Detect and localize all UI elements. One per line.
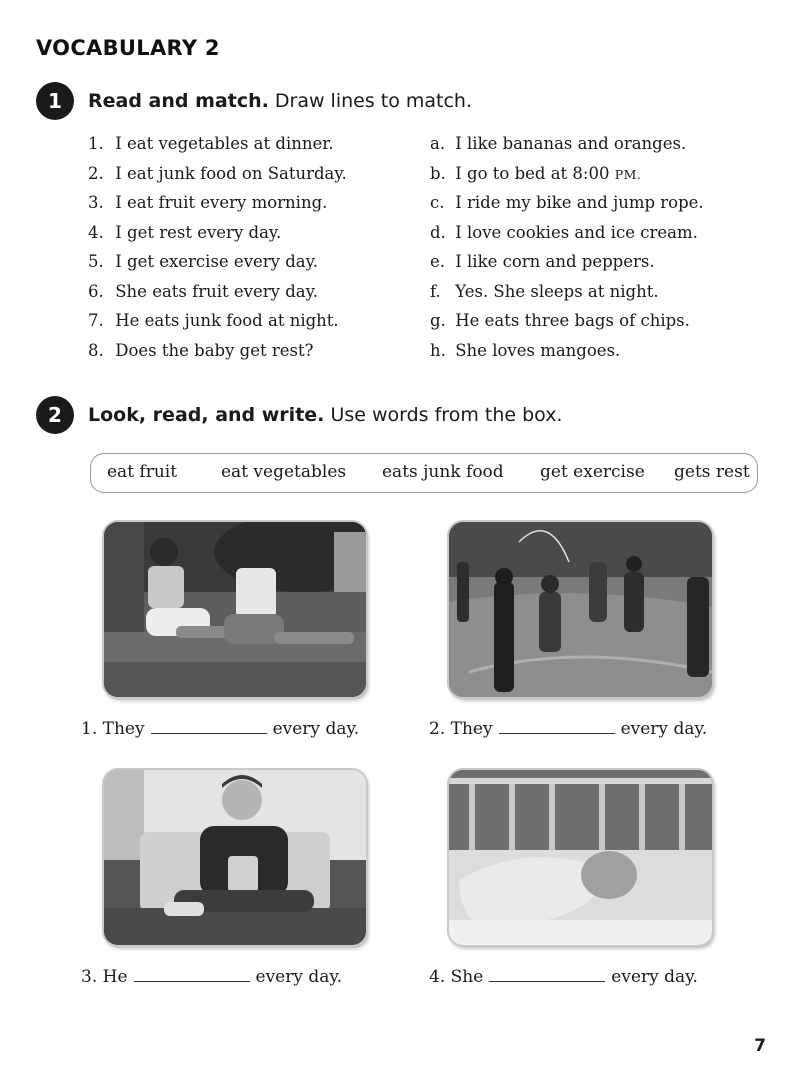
match-left-list <box>88 129 347 365</box>
item-number: 8. <box>88 340 104 360</box>
item-letter: e. <box>430 252 446 271</box>
item-letter: a. <box>430 134 446 153</box>
item-text: I get exercise every day. <box>115 252 319 271</box>
sentence-end: every day. <box>255 967 343 987</box>
match-left-item[interactable] <box>88 277 347 307</box>
exercise-1-instruction <box>88 90 472 112</box>
word-box-item: gets rest <box>674 462 750 482</box>
answer-blank[interactable] <box>134 967 250 982</box>
exercise-2-instruction-bold: Look, read, and write. <box>88 404 325 426</box>
item-text: I ride my bike and jump rope. <box>455 193 704 212</box>
item-text: Yes. She sleeps at night. <box>455 281 659 301</box>
exercise-1-number-badge: 1 <box>36 82 74 120</box>
item-text: I eat fruit every morning. <box>115 193 328 212</box>
item-text: Does the baby get rest? <box>115 340 314 360</box>
match-left-item[interactable] <box>88 218 347 248</box>
match-right-item[interactable] <box>430 218 704 248</box>
sentence-start: 3. He <box>81 967 128 987</box>
item-number: 5. <box>88 252 104 271</box>
match-left-item[interactable] <box>88 159 347 189</box>
sentence-2 <box>429 719 707 739</box>
sentence-start: 4. She <box>429 967 484 987</box>
item-letter: b. <box>430 163 446 183</box>
match-left-item[interactable] <box>88 306 347 336</box>
item-letter: h. <box>430 340 446 360</box>
word-box-item: get exercise <box>540 462 645 482</box>
match-left-item[interactable] <box>88 129 347 159</box>
item-number: 1. <box>88 134 104 153</box>
item-letter: f. <box>430 281 441 301</box>
item-text: I eat vegetables at dinner. <box>115 134 334 153</box>
exercise-1-instruction-rest: Draw lines to match. <box>274 90 473 112</box>
sentence-3 <box>81 967 342 987</box>
item-suffix: PM. <box>614 166 642 182</box>
exercise-1-instruction-bold: Read and match. <box>88 90 269 112</box>
match-right-list <box>430 129 704 365</box>
item-text: She loves mangoes. <box>455 340 621 360</box>
match-right-item[interactable] <box>430 306 704 336</box>
item-number: 4. <box>88 222 104 242</box>
answer-blank[interactable] <box>499 719 615 734</box>
item-letter: c. <box>430 193 445 212</box>
match-left-item[interactable] <box>88 188 347 218</box>
exercise-2-instruction <box>88 404 562 426</box>
word-box <box>90 453 758 493</box>
page-number: 7 <box>754 1036 766 1056</box>
answer-blank[interactable] <box>151 719 267 734</box>
item-letter: g. <box>430 311 446 330</box>
photo-boys-eating-fruit <box>104 522 366 697</box>
item-text: He eats three bags of chips. <box>455 311 690 330</box>
match-right-item[interactable] <box>430 129 704 159</box>
exercise-2-number-badge: 2 <box>36 396 74 434</box>
match-right-item[interactable] <box>430 336 704 366</box>
item-number: 2. <box>88 163 104 183</box>
item-number: 3. <box>88 193 104 212</box>
answer-blank[interactable] <box>489 967 605 982</box>
match-right-item[interactable] <box>430 277 704 307</box>
item-text: I like bananas and oranges. <box>455 134 687 153</box>
item-letter: d. <box>430 222 446 242</box>
match-right-item[interactable] <box>430 188 704 218</box>
item-number: 7. <box>88 311 104 330</box>
page-title: VOCABULARY 2 <box>36 36 220 60</box>
exercise-1-header <box>36 81 472 121</box>
item-text: I love cookies and ice cream. <box>455 222 698 242</box>
item-text: I like corn and peppers. <box>455 252 655 271</box>
sentence-4 <box>429 967 698 987</box>
photo-baby-sleeping <box>449 770 712 945</box>
item-text: She eats fruit every day. <box>115 281 318 301</box>
sentence-start: 1. They <box>81 719 145 739</box>
sentence-end: every day. <box>611 967 698 987</box>
item-text: I eat junk food on Saturday. <box>115 163 347 183</box>
word-box-item: eat fruit <box>107 462 178 482</box>
exercise-2-instruction-rest: Use words from the box. <box>330 404 563 426</box>
photo-boy-eating-junk-food <box>104 770 366 945</box>
match-right-item[interactable] <box>430 247 704 277</box>
item-number: 6. <box>88 281 104 301</box>
sentence-end: every day. <box>272 719 360 739</box>
word-box-item: eats junk food <box>382 462 504 482</box>
match-left-item[interactable] <box>88 336 347 366</box>
sentence-start: 2. They <box>429 719 493 739</box>
exercise-2-header <box>36 395 562 435</box>
match-right-item[interactable] <box>430 159 704 189</box>
match-left-item[interactable] <box>88 247 347 277</box>
photo-children-exercising <box>449 522 712 697</box>
word-box-item: eat vegetables <box>221 462 347 482</box>
item-text: I get rest every day. <box>115 222 282 242</box>
sentence-1 <box>81 719 359 739</box>
item-text: He eats junk food at night. <box>115 311 339 330</box>
sentence-end: every day. <box>620 719 708 739</box>
item-text: I go to bed at 8:00 <box>455 163 610 183</box>
